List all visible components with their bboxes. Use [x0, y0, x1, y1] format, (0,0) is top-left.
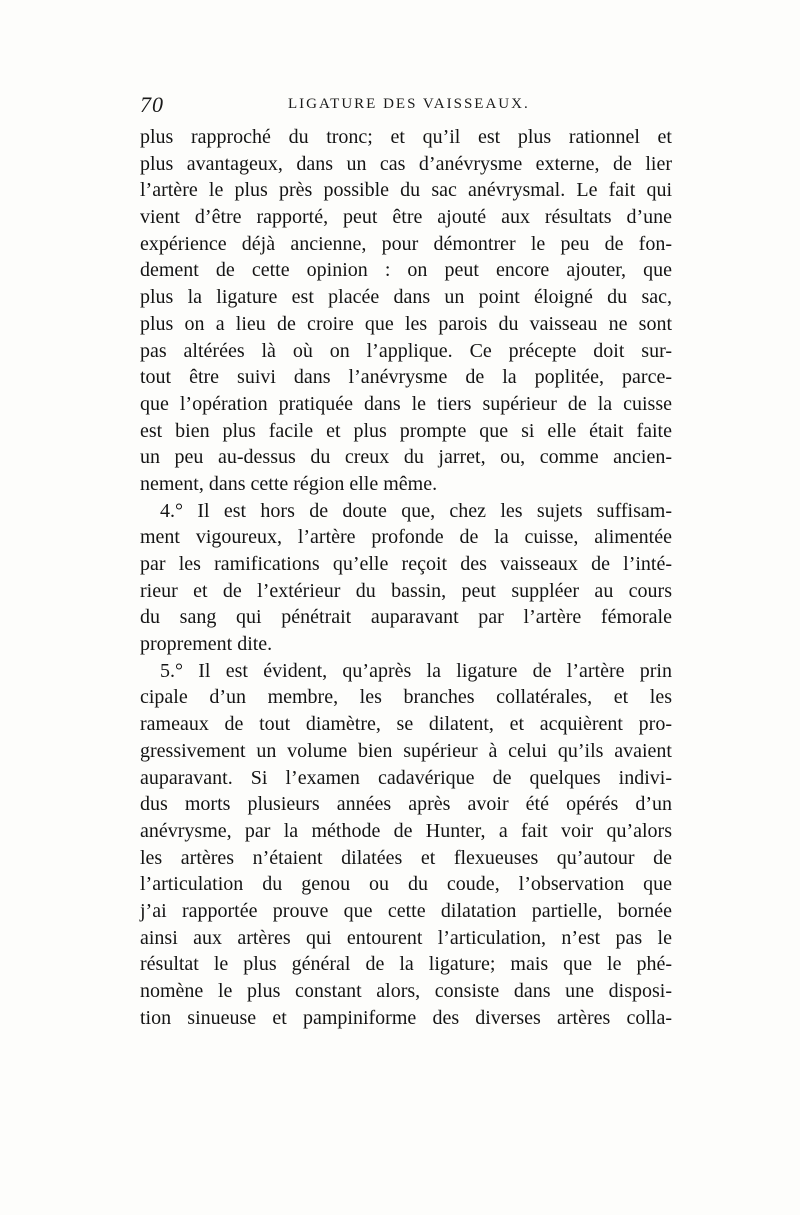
text-line: que l’opération pratiquée dans le tiers supérieur de la cuisse — [140, 392, 672, 415]
text-line: tion sinueuse et pampiniforme des diverses artères colla- — [140, 1006, 672, 1029]
paragraph-end-line: proprement dite. — [140, 633, 273, 656]
text-line: plus la ligature est placée dans un point éloigné du sac, — [140, 286, 672, 309]
text-line: ainsi aux artères qui entourent l’articulation, n’est pas le — [140, 926, 672, 949]
text-line: gressivement un volume bien supérieur à celui qu’ils avaient — [140, 739, 672, 762]
text-line: plus avantageux, dans un cas d’anévrysme externe, de lier — [140, 152, 672, 175]
text-line: plus rapproché du tronc; et qu’il est plus rationnel et — [140, 126, 672, 148]
text-line: est bien plus facile et plus prompte que si elle était faite — [140, 419, 672, 442]
running-title: LIGATURE DES VAISSEAUX. — [288, 96, 530, 112]
text-line: du sang qui pénétrait auparavant par l’artère fémorale — [140, 606, 672, 629]
text-line: rameaux de tout diamètre, se dilatent, et acquièrent pro- — [140, 713, 672, 736]
text-line: tout être suivi dans l’anévrysme de la poplitée, parce- — [140, 366, 672, 389]
paragraph-end-line: nement, dans cette région elle même. — [140, 472, 438, 495]
text-line: un peu au-dessus du creux du jarret, ou, comme ancien- — [140, 446, 672, 469]
text-line: l’artère le plus près possible du sac anévrysmal. Le fait qui — [140, 179, 672, 202]
paragraph-4-start: 4.° Il est hors de doute que, chez les sujets suffisam- — [160, 499, 672, 522]
text-line: expérience déjà ancienne, pour démontrer le peu de fon- — [140, 232, 672, 255]
text-line: nomène le plus constant alors, consiste dans une disposi- — [140, 980, 672, 1002]
text-line: résultat le plus général de la ligature; mais que le phé- — [140, 953, 672, 976]
page-header — [140, 92, 665, 116]
text-line: vient d’être rapporté, peut être ajouté aux résultats d’une — [140, 206, 672, 229]
text-line: rieur et de l’extérieur du bassin, peut suppléer au cours — [140, 579, 672, 602]
text-line: les artères n’étaient dilatées et flexueuses qu’autour de — [140, 846, 672, 869]
text-line: cipale d’un membre, les branches collatérales, et les — [140, 686, 672, 709]
text-line: l’articulation du genou ou du coude, l’observation que — [140, 873, 672, 896]
text-line: anévrysme, par la méthode de Hunter, a fait voir qu’alors — [140, 819, 672, 842]
text-line: ment vigoureux, l’artère profonde de la cuisse, alimentée — [140, 526, 672, 549]
text-line: dus morts plusieurs années après avoir été opérés d’un — [140, 793, 672, 816]
body-text — [140, 124, 672, 1031]
text-line: pas altérées là où on l’applique. Ce précepte doit sur- — [140, 339, 672, 362]
text-line: par les ramifications qu’elle reçoit des vaisseaux de l’inté- — [140, 553, 672, 575]
text-line: plus on a lieu de croire que les parois du vaisseau ne sont — [140, 312, 672, 335]
text-line: auparavant. Si l’examen cadavérique de quelques indivi- — [140, 766, 672, 789]
text-line: dement de cette opinion : on peut encore ajouter, que — [140, 259, 672, 282]
text-line: j’ai rapportée prouve que cette dilatation partielle, bornée — [140, 899, 672, 922]
paragraph-5-start: 5.° Il est évident, qu’après la ligature de l’artère prin — [160, 659, 672, 682]
page-number: 70 — [140, 92, 164, 117]
